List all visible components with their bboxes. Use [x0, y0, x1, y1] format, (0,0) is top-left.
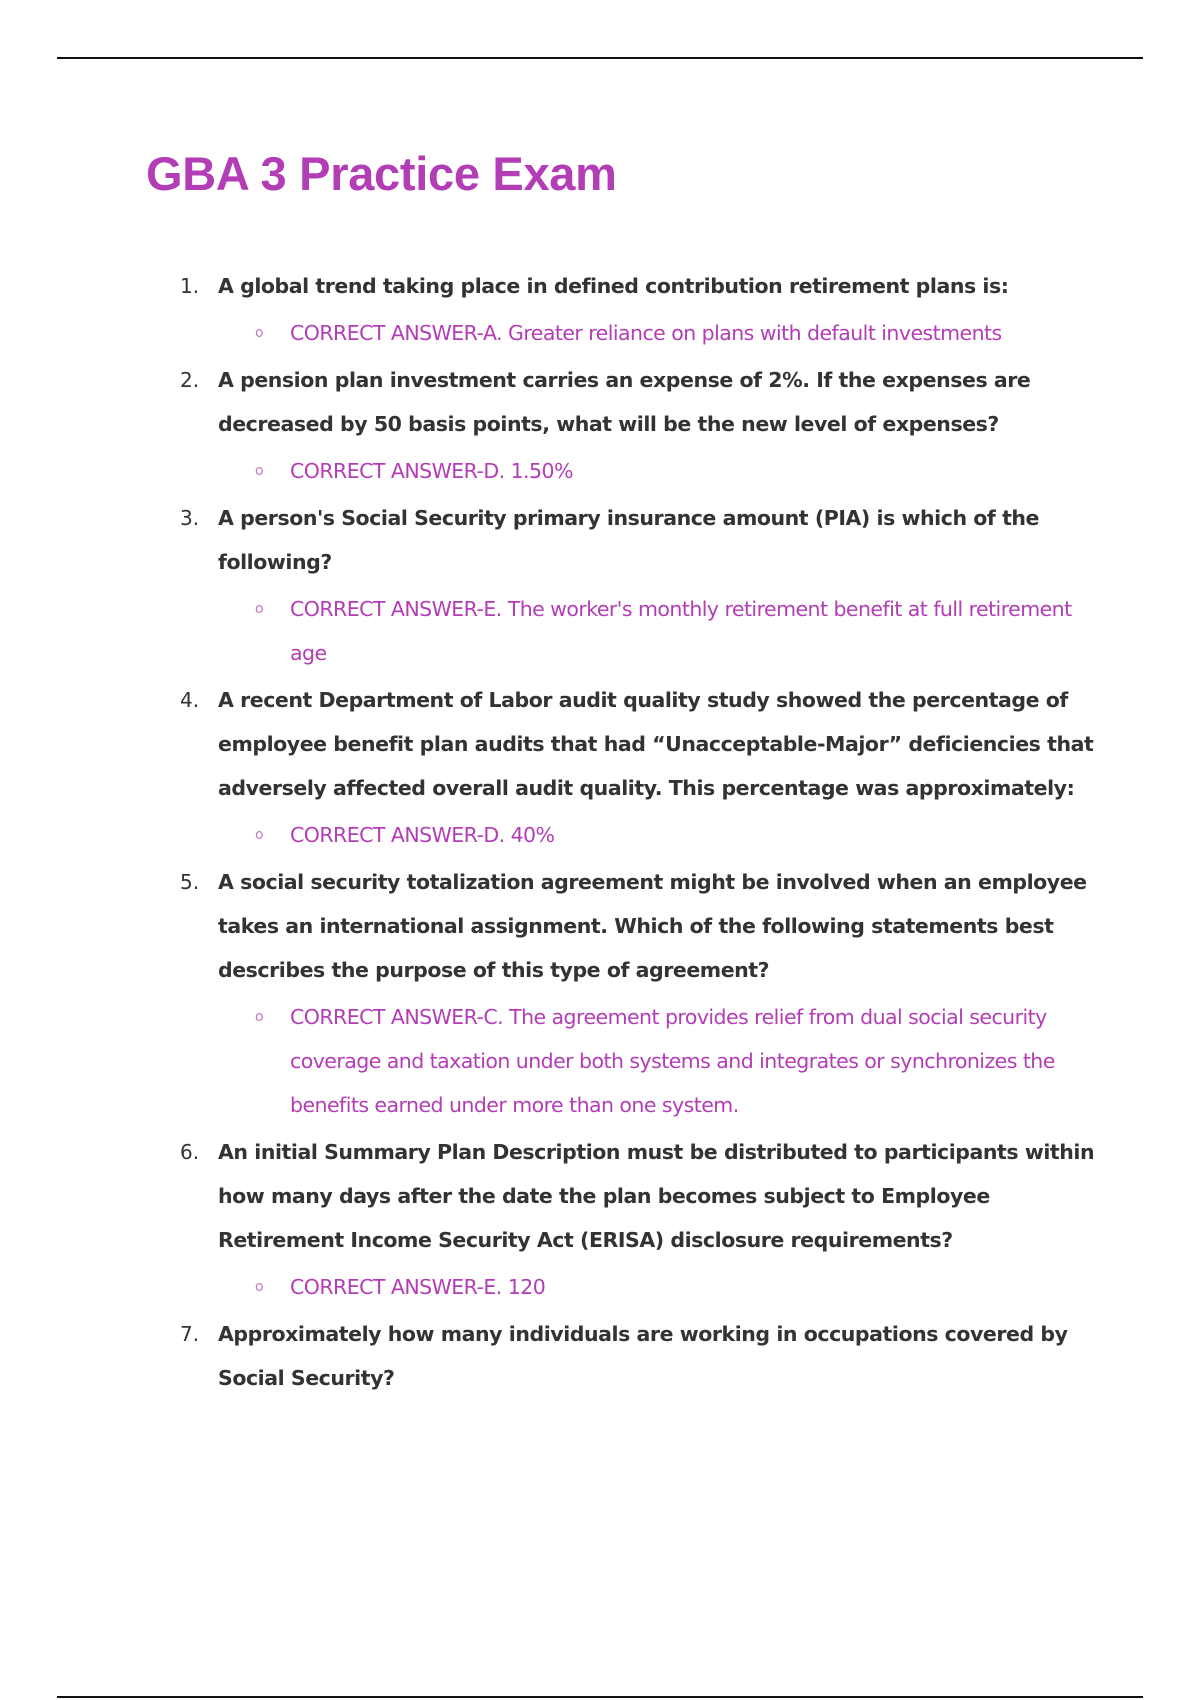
answer-item — [0, 587, 1200, 675]
answer-item — [0, 1265, 1200, 1309]
question-number: 6. — [180, 1140, 200, 1164]
question-text: A global trend taking place in defined contribution retirement plans is: — [218, 274, 1009, 298]
answer-text: CORRECT ANSWER-D. 40% — [290, 823, 555, 847]
question-text: A recent Department of Labor audit quality study showed the percentage of employee benefit plan audits that had “Unacceptable-Major” deficiencies that adversely affected overall audit quality. This percentage was approximately: — [218, 688, 1094, 800]
page-title: GBA 3 Practice Exam — [146, 147, 617, 200]
circle-bullet-icon: o — [255, 601, 264, 617]
circle-bullet-icon: o — [255, 463, 264, 479]
circle-bullet-icon: o — [255, 827, 264, 843]
answer-list — [0, 587, 1200, 675]
circle-bullet-icon: o — [255, 325, 264, 341]
question-number: 1. — [180, 274, 200, 298]
answer-item — [0, 995, 1200, 1127]
question-item — [0, 264, 1200, 355]
answer-list — [0, 311, 1200, 355]
answer-text: CORRECT ANSWER-C. The agreement provides relief from dual social security coverage and taxation under both systems and integrates or synchronizes the benefits earned under more than one system. — [290, 1005, 1055, 1117]
question-text: An initial Summary Plan Description must be distributed to participants within how many days after the date the plan becomes subject to Employee Retirement Income Security Act (ERISA) disclosure requirements? — [218, 1140, 1095, 1252]
answer-text: CORRECT ANSWER-D. 1.50% — [290, 459, 573, 483]
question-text: A pension plan investment carries an expense of 2%. If the expenses are decreased by 50 basis points, what will be the new level of expenses? — [218, 368, 1031, 436]
answer-list — [0, 1265, 1200, 1309]
answer-list — [0, 449, 1200, 493]
question-number: 2. — [180, 368, 200, 392]
footer-rule — [57, 1696, 1143, 1698]
circle-bullet-icon: o — [255, 1009, 264, 1025]
question-number: 3. — [180, 506, 200, 530]
answer-text: CORRECT ANSWER-E. 120 — [290, 1275, 546, 1299]
answer-text: CORRECT ANSWER-A. Greater reliance on plans with default investments — [290, 321, 1002, 345]
question-item — [0, 1312, 1200, 1400]
question-list — [0, 264, 1200, 1400]
question-item — [0, 1130, 1200, 1309]
answer-item — [0, 813, 1200, 857]
question-number: 4. — [180, 688, 200, 712]
circle-bullet-icon: o — [255, 1279, 264, 1295]
question-number: 5. — [180, 870, 200, 894]
answer-item — [0, 311, 1200, 355]
question-item — [0, 358, 1200, 493]
question-text: A person's Social Security primary insurance amount (PIA) is which of the following? — [218, 506, 1040, 574]
question-text: Approximately how many individuals are working in occupations covered by Social Security? — [218, 1322, 1068, 1390]
question-item — [0, 496, 1200, 675]
answer-list — [0, 995, 1200, 1127]
header-rule — [57, 57, 1143, 59]
answer-item — [0, 449, 1200, 493]
answer-text: CORRECT ANSWER-E. The worker's monthly retirement benefit at full retirement age — [290, 597, 1072, 665]
question-item — [0, 860, 1200, 1127]
question-item — [0, 678, 1200, 857]
answer-list — [0, 813, 1200, 857]
question-number: 7. — [180, 1322, 200, 1346]
question-text: A social security totalization agreement might be involved when an employee takes an international assignment. Which of the following statements best describes the purpose of this type of agreement? — [218, 870, 1087, 982]
